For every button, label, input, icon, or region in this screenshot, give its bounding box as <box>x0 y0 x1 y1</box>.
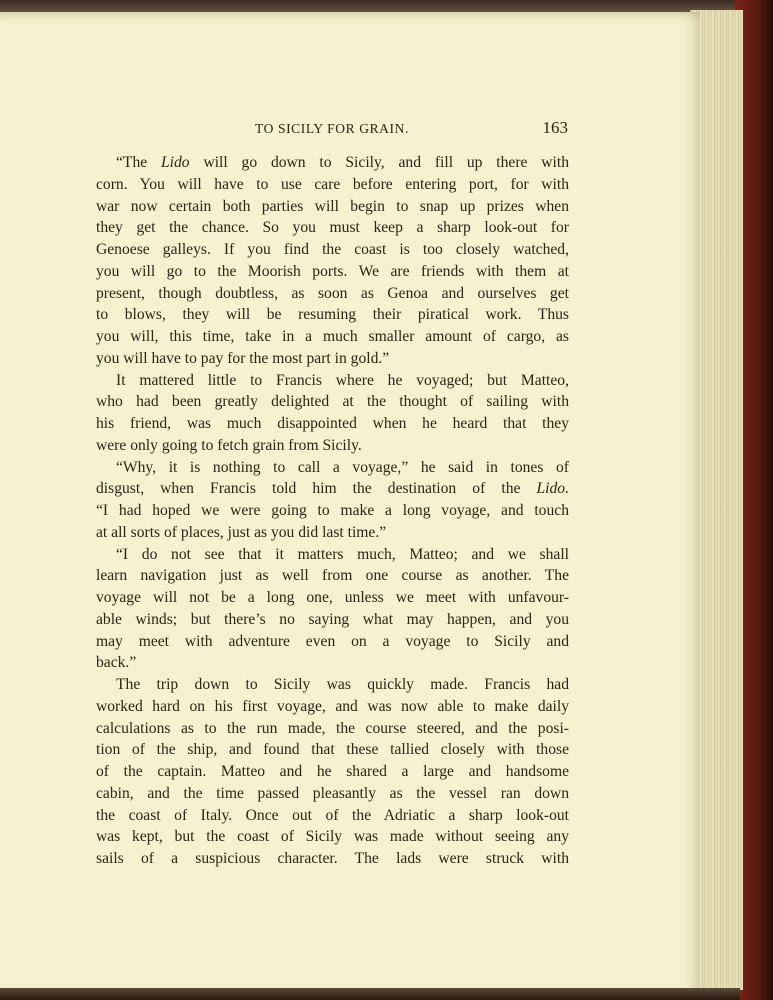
text-segment: back.” <box>96 654 137 672</box>
text-line <box>96 152 569 174</box>
italic-text: Lido. <box>536 480 569 498</box>
text-line <box>96 370 569 392</box>
text-line <box>96 631 569 653</box>
text-line <box>96 565 569 587</box>
text-line <box>96 609 569 631</box>
text-segment: “Why, it is nothing to call a voyage,” he said in tones of <box>116 458 569 476</box>
text-line <box>96 239 569 261</box>
text-line <box>96 283 569 305</box>
text-segment: will go down to Sicily, and fill up there with <box>189 154 569 171</box>
text-segment: It mattered little to Francis where he voyaged; but Matteo, <box>116 371 569 389</box>
text-line <box>96 522 569 544</box>
text-segment: worked hard on his first voyage, and was now able to make daily <box>96 697 569 715</box>
text-segment: you will go to the Moorish ports. We are friends with them at <box>96 262 569 280</box>
text-segment: may meet with adventure even on a voyage to Sicily and <box>96 632 569 650</box>
text-line <box>96 848 569 870</box>
text-line <box>96 674 569 696</box>
text-segment: cabin, and the time passed pleasantly as the vessel ran down <box>96 784 569 802</box>
text-segment: “I do not see that it matters much, Matteo; and we shall <box>116 545 569 563</box>
text-line <box>96 696 569 718</box>
text-segment: calculations as to the run made, the course steered, and the posi- <box>96 719 569 737</box>
text-segment: of the captain. Matteo and he shared a large and handsome <box>96 763 569 780</box>
text-line <box>96 196 569 218</box>
text-segment: present, though doubtless, as soon as Genoa and ourselves get <box>96 284 569 302</box>
text-line <box>96 217 569 239</box>
text-line <box>96 326 569 348</box>
text-line <box>96 544 569 566</box>
text-segment: voyage will not be a long one, unless we meet with unfavour- <box>96 589 569 606</box>
running-title: TO SICILY FOR GRAIN. <box>255 121 409 136</box>
italic-text: Lido <box>161 154 190 171</box>
text-segment: war now certain both parties will begin to snap up prizes when <box>96 197 569 215</box>
text-segment: disgust, when Francis told him the destination of the <box>96 480 537 498</box>
text-line <box>96 435 569 457</box>
text-segment: they get the chance. So you must keep a sharp look-out for <box>96 219 569 237</box>
text-segment: Genoese galleys. If you find the coast is too closely watched, <box>96 241 569 258</box>
text-line <box>96 783 569 805</box>
text-segment: his friend, was much disappointed when he heard that they <box>96 415 569 432</box>
text-line <box>96 174 569 196</box>
text-line <box>96 587 569 609</box>
text-line <box>96 261 569 283</box>
text-line <box>96 739 569 761</box>
text-line <box>96 457 569 479</box>
text-segment: was kept, but the coast of Sicily was made without seeing any <box>96 828 569 846</box>
text-line <box>96 500 569 522</box>
text-segment: you will have to pay for the most part in gold.” <box>96 349 390 367</box>
text-line <box>96 391 569 413</box>
text-line <box>96 718 569 740</box>
text-segment: at all sorts of places, just as you did last time.” <box>96 523 387 541</box>
text-segment: learn navigation just as well from one course as another. The <box>96 567 569 585</box>
text-segment: sails of a suspicious character. The lads were struck with <box>96 850 569 867</box>
text-segment: you will, this time, take in a much smaller amount of cargo, as <box>96 328 569 345</box>
body-text <box>96 152 569 870</box>
text-segment: “I had hoped we were going to make a long voyage, and touch <box>96 502 569 519</box>
text-segment: corn. You will have to use care before entering port, for with <box>96 175 569 193</box>
book-bottom-edge <box>0 988 740 1000</box>
text-segment: to blows, they will be resuming their piratical work. Thus <box>96 306 569 324</box>
running-head <box>96 118 568 140</box>
text-segment: “The <box>116 154 161 171</box>
text-segment: tion of the ship, and found that these tallied closely with those <box>96 741 569 759</box>
text-segment: able winds; but there’s no saying what may happen, and you <box>96 610 569 628</box>
text-line <box>96 826 569 848</box>
text-segment: who had been greatly delighted at the thought of sailing with <box>96 393 569 411</box>
text-segment: The trip down to Sicily was quickly made. Francis had <box>116 676 569 693</box>
text-segment: were only going to fetch grain from Sicily. <box>96 436 362 454</box>
text-segment: the coast of Italy. Once out of the Adriatic a sharp look-out <box>96 806 569 824</box>
page-number: 163 <box>542 118 568 137</box>
text-line <box>96 413 569 435</box>
text-line <box>96 805 569 827</box>
text-line <box>96 652 569 674</box>
text-line <box>96 348 569 370</box>
text-line <box>96 304 569 326</box>
text-line <box>96 761 569 783</box>
text-line <box>96 478 569 500</box>
